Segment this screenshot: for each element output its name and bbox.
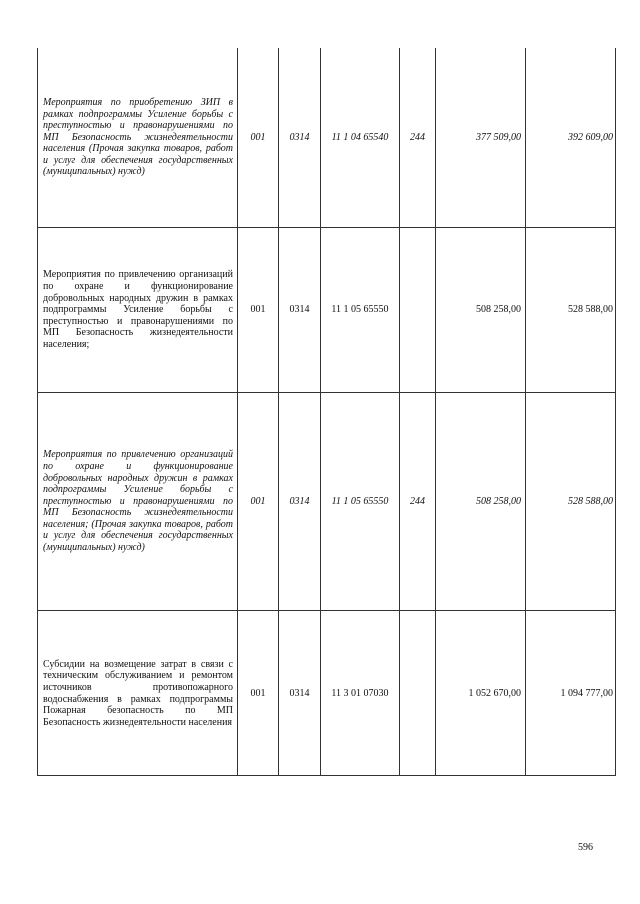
sum-second-year-cell: 528 588,00 — [568, 495, 613, 507]
razdel-cell: 0314 — [279, 48, 321, 227]
sum-second-year-cell: 528 588,00 — [568, 304, 613, 316]
sum-first-year-cell: 377 509,00 — [436, 48, 526, 227]
budget-table — [37, 48, 616, 776]
sum-second-year-cell: 1 094 777,00 — [560, 687, 613, 699]
expense-type-cell: 244 — [400, 393, 436, 610]
target-article-cell: 11 1 05 65550 — [321, 228, 400, 392]
sum-first-year-cell: 508 258,00 — [436, 393, 526, 610]
razdel-cell: 0314 — [279, 393, 321, 610]
target-article-cell: 11 1 05 65550 — [321, 393, 400, 610]
table-row — [38, 611, 615, 776]
sum-second-year-cell: 392 609,00 — [568, 131, 613, 143]
expense-type-cell — [400, 228, 436, 392]
description-cell: Мероприятия по привлечению организаций по охране и функционирование добровольных народных дружин в рамках подпрограммы Усиление борьбы с преступностью и правонарушениями по МП Безопасность жизнедеятельности населения; (Прочая закупка товаров, работ и услуг для обеспечения государственных (муниципальных) нужд) — [38, 393, 238, 610]
table-row — [38, 228, 615, 393]
vedomstvo-cell: 001 — [238, 228, 279, 392]
vedomstvo-cell: 001 — [238, 611, 279, 776]
razdel-cell: 0314 — [279, 611, 321, 776]
target-article-cell: 11 3 01 07030 — [321, 611, 400, 776]
vedomstvo-cell: 001 — [238, 393, 279, 610]
page-number: 596 — [578, 842, 593, 853]
table-row — [38, 393, 615, 611]
target-article-cell: 11 1 04 65540 — [321, 48, 400, 227]
table-row — [38, 48, 615, 228]
vedomstvo-cell: 001 — [238, 48, 279, 227]
razdel-cell: 0314 — [279, 228, 321, 392]
sum-first-year-cell: 508 258,00 — [436, 228, 526, 392]
description-cell: Мероприятия по привлечению организаций по охране и функционирование добровольных народных дружин в рамках подпрограммы Усиление борьбы с преступностью и правонарушениями по МП Безопасность жизнедеятельности населения; — [38, 228, 238, 392]
expense-type-cell: 244 — [400, 48, 436, 227]
sum-first-year-cell: 1 052 670,00 — [436, 611, 526, 776]
expense-type-cell — [400, 611, 436, 776]
description-cell: Субсидии на возмещение затрат в связи с техническим обслуживанием и ремонтом источников противопожарного водоснабжения в рамках подпрограммы Пожарная безопасность по МП Безопасность жизнедеятельности населения — [38, 611, 238, 776]
description-cell: Мероприятия по приобретению ЗИП в рамках подпрограммы Усиление борьбы с преступностью и правонарушениями по МП Безопасность жизнедеятельности населения (Прочая закупка товаров, работ и услуг для обеспечения государственных (муниципальных) нужд) — [38, 48, 238, 227]
